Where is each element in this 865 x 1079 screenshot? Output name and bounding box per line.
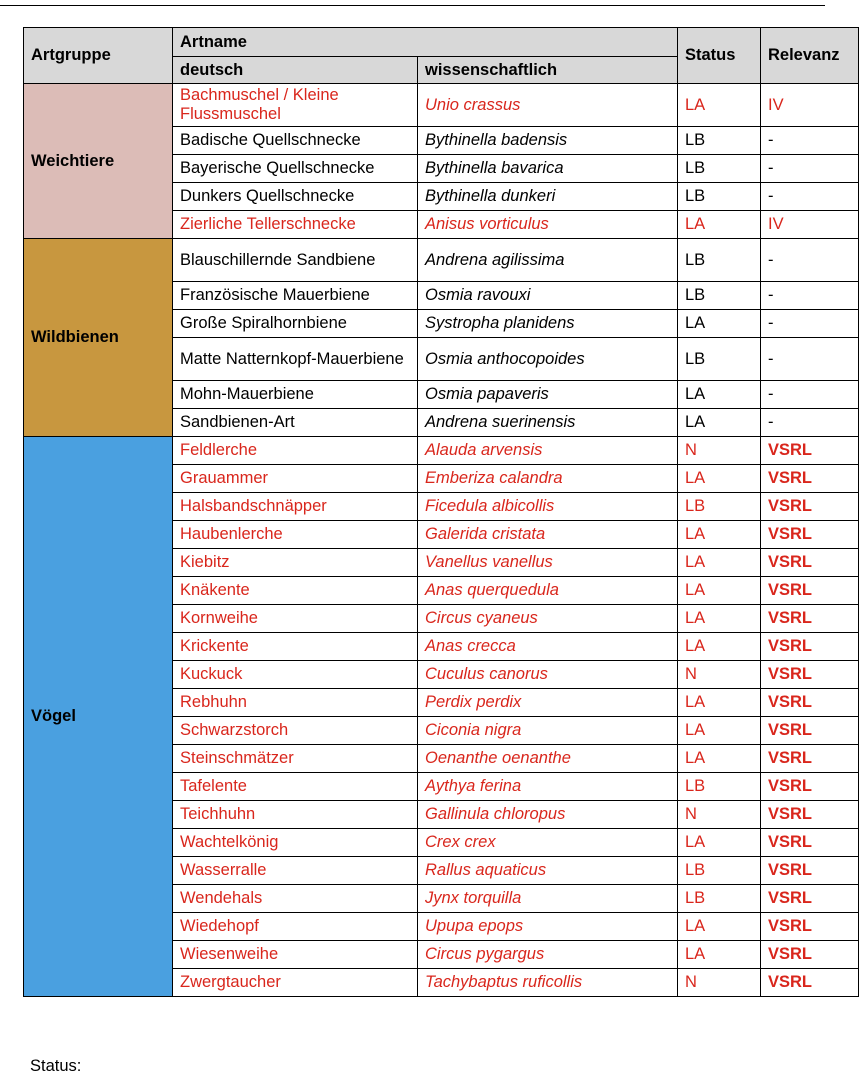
status-cell: LB [678,155,761,183]
scientific-name-cell: Circus cyaneus [418,605,678,633]
species-table [23,27,859,997]
relevanz-cell: VSRL [761,801,859,829]
relevanz-cell: VSRL [761,969,859,997]
scientific-name-cell: Anas querquedula [418,577,678,605]
status-cell: LB [678,282,761,310]
relevanz-cell: IV [761,84,859,127]
group-cell: Weichtiere [24,84,173,239]
scientific-name-cell: Unio crassus [418,84,678,127]
relevanz-cell: VSRL [761,717,859,745]
top-rule [0,5,825,6]
status-cell: LA [678,84,761,127]
status-cell: N [678,801,761,829]
scientific-name-cell: Aythya ferina [418,773,678,801]
common-name-cell: Bachmuschel / Kleine Flussmuschel [173,84,418,127]
common-name-cell: Badische Quellschnecke [173,127,418,155]
header-status: Status [678,28,761,84]
common-name-cell: Steinschmätzer [173,745,418,773]
header-wissenschaftlich: wissenschaftlich [418,57,678,84]
relevanz-cell: VSRL [761,773,859,801]
relevanz-cell: VSRL [761,493,859,521]
common-name-cell: Kuckuck [173,661,418,689]
relevanz-cell: - [761,409,859,437]
common-name-cell: Rebhuhn [173,689,418,717]
scientific-name-cell: Emberiza calandra [418,465,678,493]
status-cell: LA [678,913,761,941]
relevanz-cell: - [761,310,859,338]
footer-status-label: Status: [30,1057,82,1075]
common-name-cell: Wasserralle [173,857,418,885]
relevanz-cell: - [761,183,859,211]
common-name-cell: Dunkers Quellschnecke [173,183,418,211]
table-row [24,239,859,282]
relevanz-cell: - [761,338,859,381]
status-cell: LA [678,521,761,549]
relevanz-cell: VSRL [761,913,859,941]
status-cell: N [678,661,761,689]
table-body [24,84,859,997]
status-cell: LA [678,745,761,773]
common-name-cell: Tafelente [173,773,418,801]
status-cell: LA [678,605,761,633]
scientific-name-cell: Jynx torquilla [418,885,678,913]
group-cell: Wildbienen [24,239,173,437]
relevanz-cell: VSRL [761,829,859,857]
relevanz-cell: VSRL [761,857,859,885]
status-cell: LB [678,127,761,155]
status-cell: LA [678,409,761,437]
scientific-name-cell: Alauda arvensis [418,437,678,465]
status-cell: N [678,969,761,997]
common-name-cell: Zierliche Tellerschnecke [173,211,418,239]
scientific-name-cell: Bythinella bavarica [418,155,678,183]
common-name-cell: Wendehals [173,885,418,913]
relevanz-cell: VSRL [761,521,859,549]
scientific-name-cell: Andrena agilissima [418,239,678,282]
table-header [24,28,859,84]
status-cell: LB [678,857,761,885]
relevanz-cell: VSRL [761,465,859,493]
header-deutsch: deutsch [173,57,418,84]
common-name-cell: Feldlerche [173,437,418,465]
status-cell: LB [678,183,761,211]
common-name-cell: Wiedehopf [173,913,418,941]
common-name-cell: Kiebitz [173,549,418,577]
common-name-cell: Grauammer [173,465,418,493]
table-row [24,84,859,127]
status-cell: LA [678,211,761,239]
common-name-cell: Wachtelkönig [173,829,418,857]
relevanz-cell: VSRL [761,549,859,577]
scientific-name-cell: Oenanthe oenanthe [418,745,678,773]
status-cell: LA [678,549,761,577]
status-cell: LB [678,239,761,282]
common-name-cell: Krickente [173,633,418,661]
scientific-name-cell: Ciconia nigra [418,717,678,745]
relevanz-cell: - [761,127,859,155]
common-name-cell: Bayerische Quellschnecke [173,155,418,183]
scientific-name-cell: Osmia anthocopoides [418,338,678,381]
common-name-cell: Wiesenweihe [173,941,418,969]
scientific-name-cell: Rallus aquaticus [418,857,678,885]
status-cell: LA [678,633,761,661]
group-cell: Vögel [24,437,173,997]
common-name-cell: Haubenlerche [173,521,418,549]
scientific-name-cell: Tachybaptus ruficollis [418,969,678,997]
status-cell: LA [678,577,761,605]
header-row-1 [24,28,859,57]
scientific-name-cell: Osmia ravouxi [418,282,678,310]
scientific-name-cell: Anas crecca [418,633,678,661]
status-cell: LB [678,885,761,913]
scientific-name-cell: Anisus vorticulus [418,211,678,239]
status-cell: N [678,437,761,465]
status-cell: LB [678,493,761,521]
table-row [24,437,859,465]
common-name-cell: Blauschillernde Sandbiene [173,239,418,282]
relevanz-cell: - [761,381,859,409]
scientific-name-cell: Gallinula chloropus [418,801,678,829]
status-cell: LA [678,465,761,493]
header-relevanz: Relevanz [761,28,859,84]
common-name-cell: Schwarzstorch [173,717,418,745]
common-name-cell: Teichhuhn [173,801,418,829]
scientific-name-cell: Andrena suerinensis [418,409,678,437]
common-name-cell: Knäkente [173,577,418,605]
relevanz-cell: VSRL [761,577,859,605]
scientific-name-cell: Circus pygargus [418,941,678,969]
status-cell: LA [678,381,761,409]
scientific-name-cell: Ficedula albicollis [418,493,678,521]
status-cell: LA [678,310,761,338]
relevanz-cell: IV [761,211,859,239]
scientific-name-cell: Bythinella dunkeri [418,183,678,211]
status-cell: LA [678,829,761,857]
header-artname: Artname [173,28,678,57]
status-cell: LA [678,941,761,969]
common-name-cell: Große Spiralhornbiene [173,310,418,338]
relevanz-cell: VSRL [761,633,859,661]
status-cell: LB [678,338,761,381]
status-cell: LA [678,689,761,717]
relevanz-cell: - [761,239,859,282]
common-name-cell: Kornweihe [173,605,418,633]
scientific-name-cell: Bythinella badensis [418,127,678,155]
relevanz-cell: VSRL [761,437,859,465]
relevanz-cell: - [761,155,859,183]
scientific-name-cell: Crex crex [418,829,678,857]
relevanz-cell: VSRL [761,745,859,773]
scientific-name-cell: Vanellus vanellus [418,549,678,577]
common-name-cell: Sandbienen-Art [173,409,418,437]
scientific-name-cell: Perdix perdix [418,689,678,717]
relevanz-cell: VSRL [761,941,859,969]
relevanz-cell: - [761,282,859,310]
status-cell: LB [678,773,761,801]
common-name-cell: Mohn-Mauerbiene [173,381,418,409]
scientific-name-cell: Galerida cristata [418,521,678,549]
relevanz-cell: VSRL [761,605,859,633]
scientific-name-cell: Osmia papaveris [418,381,678,409]
common-name-cell: Zwergtaucher [173,969,418,997]
scientific-name-cell: Systropha planidens [418,310,678,338]
common-name-cell: Französische Mauerbiene [173,282,418,310]
scientific-name-cell: Cuculus canorus [418,661,678,689]
relevanz-cell: VSRL [761,885,859,913]
scientific-name-cell: Upupa epops [418,913,678,941]
common-name-cell: Matte Natternkopf-Mauerbiene [173,338,418,381]
header-artgruppe: Artgruppe [24,28,173,84]
relevanz-cell: VSRL [761,661,859,689]
common-name-cell: Halsbandschnäpper [173,493,418,521]
relevanz-cell: VSRL [761,689,859,717]
status-cell: LA [678,717,761,745]
